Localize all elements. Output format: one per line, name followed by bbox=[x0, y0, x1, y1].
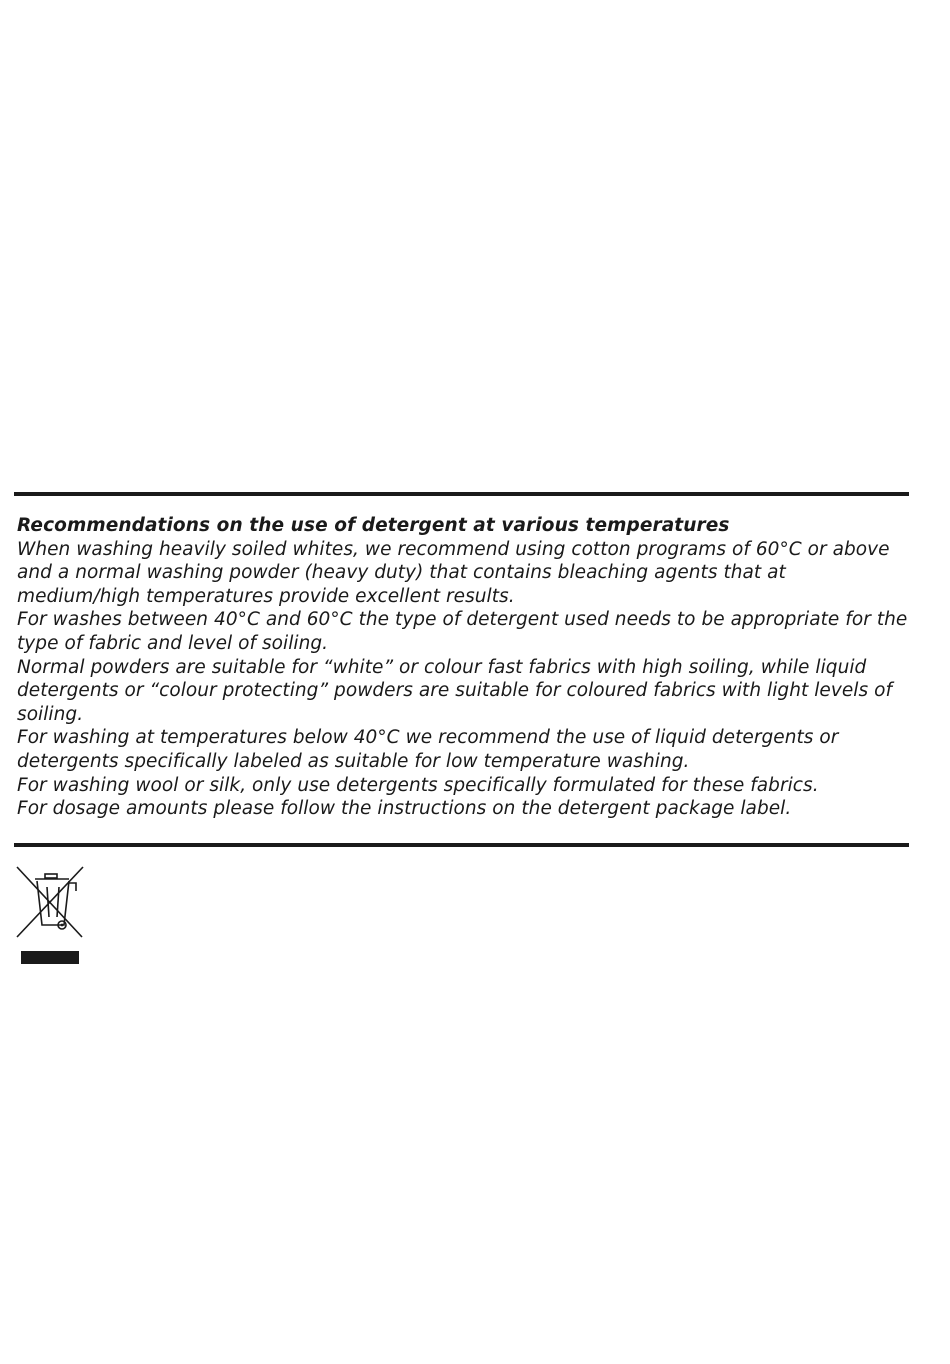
bottom-divider bbox=[14, 843, 909, 847]
paragraph-40-60-degrees: For washes between 40°C and 60°C the type of detergent used needs to be appropriate for the type of fabric and level of soiling. bbox=[17, 609, 908, 654]
section-heading: Recommendations on the use of detergent at various temperatures bbox=[17, 515, 730, 536]
detergent-recommendations bbox=[17, 514, 912, 821]
paragraph-dosage: For dosage amounts please follow the instructions on the detergent package label. bbox=[17, 798, 792, 820]
top-divider bbox=[14, 492, 909, 496]
paragraph-below-40-degrees: For washing at temperatures below 40°C we recommend the use of liquid detergents or detergents specifically labeled as suitable for low temperature washing. bbox=[17, 727, 839, 772]
paragraph-powder-types: Normal powders are suitable for “white” or colour fast fabrics with high soiling, while liquid detergents or “colour protecting” powders are suitable for coloured fabrics with light levels of soiling. bbox=[17, 656, 893, 725]
paragraph-wool-silk: For washing wool or silk, only use detergents specifically formulated for these fabrics. bbox=[17, 774, 819, 796]
paragraph-heavily-soiled: When washing heavily soiled whites, we recommend using cotton programs of 60°C or above and a normal washing powder (heavy duty) that contains bleaching agents that at medium/high temperatures provide excellent results. bbox=[17, 538, 890, 607]
crossed-out-wheelie-bin-icon bbox=[14, 865, 86, 967]
